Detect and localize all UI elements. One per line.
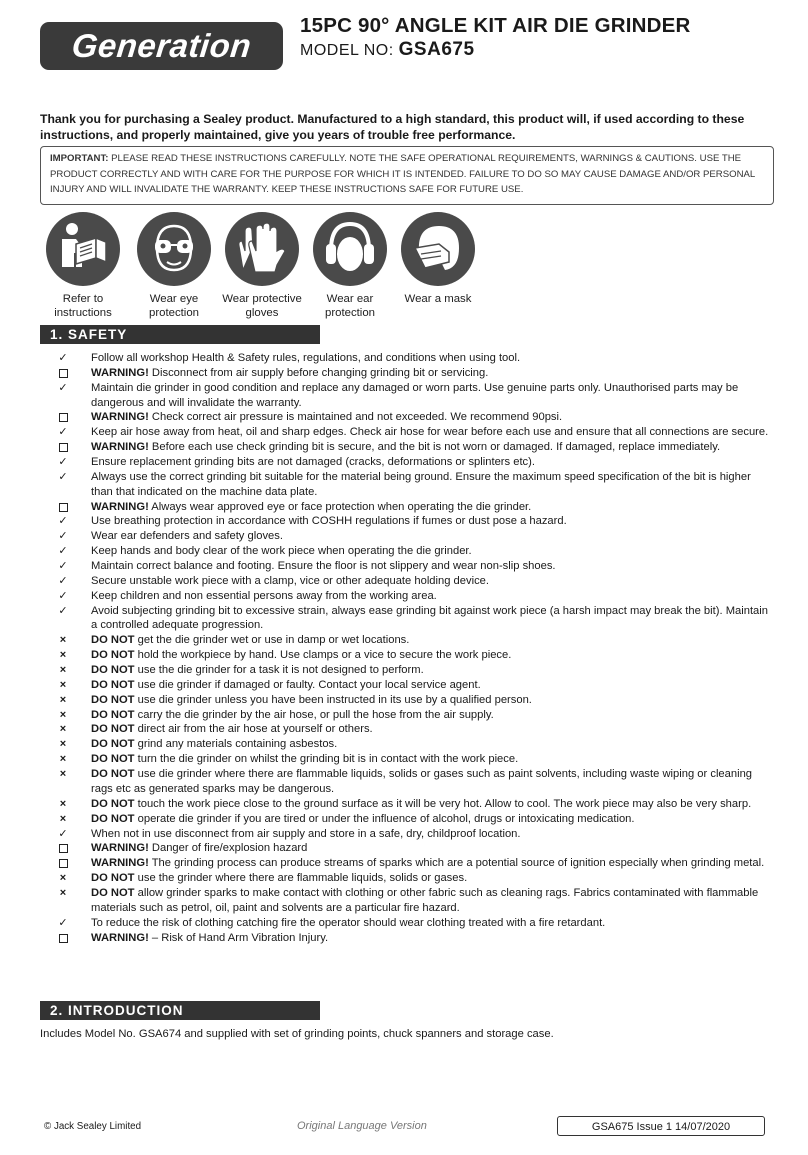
section-header-safety: 1. SAFETY xyxy=(40,325,320,344)
safety-item xyxy=(56,678,772,693)
safety-item-text: Keep hands and body clear of the work piece when operating the die grinder. xyxy=(91,545,472,558)
cross-icon: × xyxy=(59,649,67,662)
safety-item-text: When not in use disconnect from air supply and store in a safe, dry, childproof location. xyxy=(91,827,521,840)
cross-icon: × xyxy=(59,886,67,899)
safety-item-emphasis: DO NOT xyxy=(91,723,135,736)
safety-item-emphasis: WARNING! xyxy=(91,842,149,855)
safety-item-text: Disconnect from air supply before changing grinding bit or servicing. xyxy=(148,366,489,379)
safety-item-emphasis: WARNING! xyxy=(91,857,149,870)
safety-item-emphasis: DO NOT xyxy=(91,678,135,691)
section-header-introduction: 2. INTRODUCTION xyxy=(40,1001,320,1020)
safety-item xyxy=(56,916,772,931)
cross-icon: × xyxy=(59,797,67,810)
safety-item xyxy=(56,381,772,411)
safety-item xyxy=(56,648,772,663)
safety-item-emphasis: DO NOT xyxy=(91,797,135,810)
cross-icon: × xyxy=(59,812,67,825)
safety-item xyxy=(56,410,772,425)
cross-icon: × xyxy=(59,664,67,677)
icon-label: Wear ear protection xyxy=(324,293,376,319)
model-number xyxy=(300,39,475,61)
footer-issue: GSA675 Issue 1 14/07/2020 xyxy=(557,1116,765,1136)
icon-wear-mask xyxy=(392,212,484,306)
safety-item-text: use die grinder if damaged or faulty. Contact your local service agent. xyxy=(134,678,481,691)
safety-item xyxy=(56,886,772,916)
page-title: 15PC 90° ANGLE KIT AIR DIE GRINDER xyxy=(300,14,691,37)
safety-item-text: Maintain correct balance and footing. Ensure the floor is not slippery and wear non-slip shoes. xyxy=(91,560,556,573)
eye-protection-icon xyxy=(137,212,211,286)
safety-item-text: direct air from the air hose at yourself or others. xyxy=(134,723,373,736)
checkmark-icon: ✓ xyxy=(58,515,68,528)
safety-item-text: touch the work piece close to the ground surface as it will be very hot. Allow to cool. The work piece may also be very sharp. xyxy=(134,797,752,810)
safety-item-text: allow grinder sparks to make contact with clothing or other fabric such as cleaning rags. Fabrics contaminated with flammable materials such as petrol, oil, paint and solvents are a particular fire hazard. xyxy=(91,886,759,914)
icon-label: Wear protective gloves xyxy=(222,293,302,319)
safety-item xyxy=(56,514,772,529)
cross-icon: × xyxy=(59,723,67,736)
checkmark-icon: ✓ xyxy=(58,827,68,840)
safety-list xyxy=(56,351,772,945)
safety-item-text: The grinding process can produce streams of sparks which are a potential source of ignition especially when grinding metal. xyxy=(148,857,765,870)
safety-item xyxy=(56,633,772,648)
safety-item-text: get the die grinder wet or use in damp or wet locations. xyxy=(134,634,410,647)
icon-label: Wear a mask xyxy=(404,293,472,305)
generation-logo xyxy=(40,22,283,70)
safety-item xyxy=(56,500,772,515)
safety-item xyxy=(56,663,772,678)
icon-protective-gloves xyxy=(216,212,308,320)
safety-icons xyxy=(40,212,540,322)
safety-item xyxy=(56,440,772,455)
safety-item-text: Danger of fire/explosion hazard xyxy=(148,842,308,855)
checkmark-icon: ✓ xyxy=(58,426,68,439)
icon-label: Refer to instructions xyxy=(54,293,112,319)
checkbox-icon xyxy=(56,931,70,948)
ear-protection-icon xyxy=(313,212,387,286)
safety-item-text: Keep children and non essential persons away from the working area. xyxy=(91,589,437,602)
safety-item xyxy=(56,544,772,559)
safety-item-emphasis: DO NOT xyxy=(91,753,135,766)
safety-item-text: Always wear approved eye or face protection when operating the die grinder. xyxy=(148,500,532,513)
safety-item-emphasis: DO NOT xyxy=(91,649,135,662)
icon-label: Wear eye protection xyxy=(148,293,200,319)
safety-item xyxy=(56,693,772,708)
brand-name: Generation xyxy=(69,27,254,64)
safety-item-text: grind any materials containing asbestos. xyxy=(134,738,338,751)
checkmark-icon: ✓ xyxy=(58,456,68,469)
safety-item xyxy=(56,722,772,737)
safety-item xyxy=(56,529,772,544)
checkmark-icon: ✓ xyxy=(58,545,68,558)
icon-refer-instructions xyxy=(37,212,129,320)
safety-item-emphasis: WARNING! xyxy=(91,931,149,944)
safety-item xyxy=(56,827,772,842)
checkmark-icon: ✓ xyxy=(58,470,68,483)
cross-icon: × xyxy=(59,634,67,647)
safety-item-text: To reduce the risk of clothing catching fire the operator should wear clothing treated with a fire retardant. xyxy=(91,916,606,929)
cross-icon: × xyxy=(59,768,67,781)
safety-item xyxy=(56,797,772,812)
safety-item xyxy=(56,931,772,946)
safety-item xyxy=(56,559,772,574)
introduction-text: Includes Model No. GSA674 and supplied with set of grinding points, chuck spanners and storage case. xyxy=(40,1028,554,1040)
checkmark-icon: ✓ xyxy=(58,589,68,602)
safety-item xyxy=(56,752,772,767)
safety-item-text: operate die grinder if you are tired or under the influence of alcohol, drugs or intoxicating medication. xyxy=(134,812,635,825)
safety-item xyxy=(56,767,772,797)
checkmark-icon: ✓ xyxy=(58,560,68,573)
safety-item xyxy=(56,856,772,871)
safety-item-emphasis: DO NOT xyxy=(91,886,135,899)
safety-item-text: Always use the correct grinding bit suitable for the material being ground. Ensure the maximum speed specification of the bit is higher than that indicated on the machine data plate. xyxy=(91,470,751,498)
important-label: IMPORTANT: xyxy=(50,153,109,164)
safety-item-emphasis: DO NOT xyxy=(91,768,135,781)
safety-item xyxy=(56,737,772,752)
checkmark-icon: ✓ xyxy=(58,352,68,364)
model-prefix: MODEL NO: xyxy=(300,42,399,59)
safety-item-text: carry the die grinder by the air hose, or pull the hose from the air supply. xyxy=(134,708,494,721)
checkmark-icon: ✓ xyxy=(58,530,68,543)
safety-item-text: Use breathing protection in accordance with COSHH regulations if fumes or dust pose a hazard. xyxy=(91,515,567,528)
cross-icon: × xyxy=(59,693,67,706)
safety-item xyxy=(56,366,772,381)
safety-item xyxy=(56,425,772,440)
cross-icon: × xyxy=(59,753,67,766)
safety-item-text: use the grinder where there are flammable liquids, solids or gases. xyxy=(134,872,468,885)
safety-item xyxy=(56,589,772,604)
gloves-icon xyxy=(225,212,299,286)
footer-language: Original Language Version xyxy=(297,1120,427,1132)
cross-icon: × xyxy=(59,708,67,721)
safety-item-emphasis: DO NOT xyxy=(91,664,135,677)
checkmark-icon: ✓ xyxy=(58,604,68,617)
safety-item-text: Maintain die grinder in good condition and replace any damaged or worn parts. Use genuine parts only. Unauthorised parts may be dangerous and will invalidate the warranty. xyxy=(91,381,739,409)
safety-item-emphasis: WARNING! xyxy=(91,500,149,513)
cross-icon: × xyxy=(59,738,67,751)
model-code: GSA675 xyxy=(398,39,475,60)
safety-item-text: – Risk of Hand Arm Vibration Injury. xyxy=(148,931,329,944)
icon-eye-protection xyxy=(128,212,220,320)
footer-copyright: © Jack Sealey Limited xyxy=(44,1121,142,1132)
safety-item xyxy=(56,812,772,827)
safety-item xyxy=(56,351,772,366)
safety-item-text: Wear ear defenders and safety gloves. xyxy=(91,530,283,543)
cross-icon: × xyxy=(59,678,67,691)
safety-item xyxy=(56,604,772,634)
safety-item-text: hold the workpiece by hand. Use clamps or a vice to secure the work piece. xyxy=(134,649,512,662)
safety-item-text: use die grinder unless you have been instructed in its use by a qualified person. xyxy=(134,693,532,706)
safety-item-text: Keep air hose away from heat, oil and sharp edges. Check air hose for wear before each use and ensure that all connections are secure. xyxy=(91,426,769,439)
safety-item-text: use die grinder where there are flammable liquids, solids or gases such as paint solvents, including waste wiping or cleaning rags etc as generated sparks may be dangerous. xyxy=(91,768,753,795)
safety-item-text: Ensure replacement grinding bits are not damaged (cracks, deformations or splinters etc). xyxy=(91,456,535,469)
safety-item xyxy=(56,841,772,856)
safety-item-text: use the die grinder for a task it is not designed to perform. xyxy=(134,664,424,677)
safety-item-emphasis: DO NOT xyxy=(91,872,135,885)
safety-item xyxy=(56,708,772,723)
safety-item xyxy=(56,871,772,886)
safety-item-emphasis: WARNING! xyxy=(91,366,149,379)
safety-item xyxy=(56,574,772,589)
intro-paragraph: Thank you for purchasing a Sealey product. Manufactured to a high standard, this product will, if used according to these instructions, and properly maintained, give you years of trouble free performance. xyxy=(40,112,745,142)
safety-item xyxy=(56,455,772,470)
safety-item-text: Before each use check grinding bit is secure, and the bit is not worn or damaged. If damaged, replace immediately. xyxy=(148,441,721,454)
safety-item-text: Avoid subjecting grinding bit to excessive strain, always ease grinding bit against work piece (a harsh impact may break the bit). Maintain a controlled adequate progression. xyxy=(91,604,768,632)
read-manual-icon xyxy=(46,212,120,286)
safety-item-text: Follow all workshop Health & Safety rules, regulations, and conditions when using tool. xyxy=(91,352,521,364)
safety-item-emphasis: WARNING! xyxy=(91,441,149,454)
safety-item-text: Check correct air pressure is maintained and not exceeded. We recommend 90psi. xyxy=(148,411,563,424)
icon-ear-protection xyxy=(304,212,396,320)
checkmark-icon: ✓ xyxy=(58,381,68,394)
safety-item-emphasis: DO NOT xyxy=(91,634,135,647)
safety-item-emphasis: DO NOT xyxy=(91,738,135,751)
safety-item-emphasis: DO NOT xyxy=(91,708,135,721)
cross-icon: × xyxy=(59,872,67,885)
safety-item xyxy=(56,470,772,500)
safety-item-emphasis: DO NOT xyxy=(91,693,135,706)
important-text: PLEASE READ THESE INSTRUCTIONS CAREFULLY. NOTE THE SAFE OPERATIONAL REQUIREMENTS, WARNINGS & CAUTIONS. USE THE PRODUCT CORRECTLY AND WITH CARE FOR THE PURPOSE FOR WHICH IT IS INTENDED. FAILURE TO DO SO MAY CAUSE DAMAGE AND/OR PERSONAL INJURY AND WILL INVALIDATE THE WARRANTY. KEEP THESE INSTRUCTIONS SAFE FOR FUTURE USE. xyxy=(50,153,755,195)
safety-item-emphasis: WARNING! xyxy=(91,411,149,424)
safety-item-text: turn the die grinder on whilst the grinding bit is in contact with the work piece. xyxy=(134,753,519,766)
checkmark-icon: ✓ xyxy=(58,574,68,587)
important-notice xyxy=(40,146,774,205)
checkmark-icon: ✓ xyxy=(58,916,68,929)
safety-item-text: Secure unstable work piece with a clamp, vice or other adequate holding device. xyxy=(91,574,490,587)
safety-item-emphasis: DO NOT xyxy=(91,812,135,825)
mask-icon xyxy=(401,212,475,286)
